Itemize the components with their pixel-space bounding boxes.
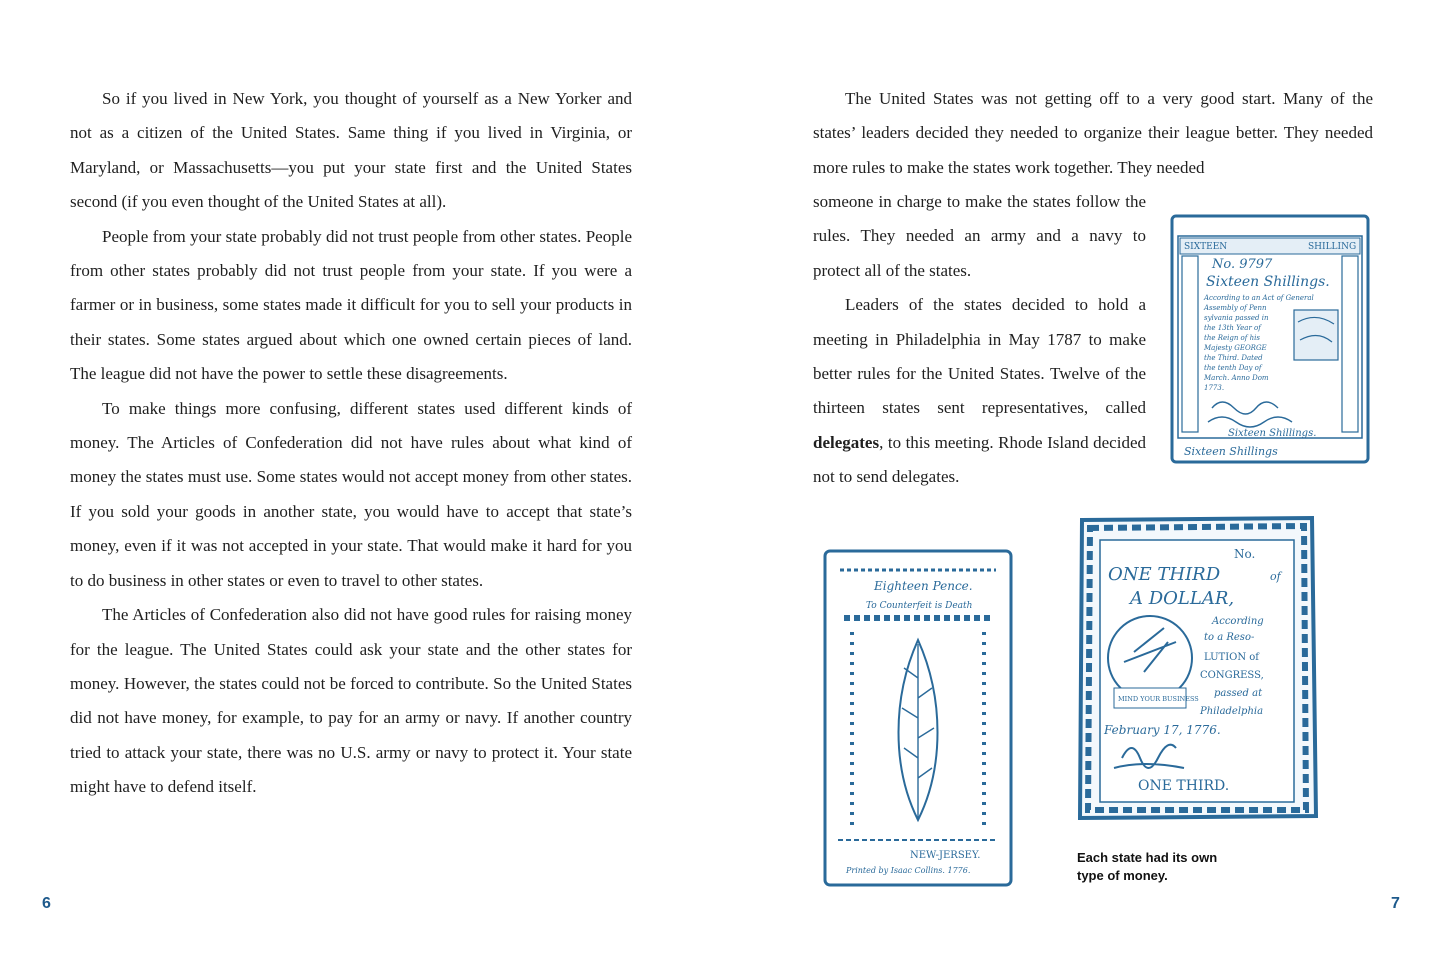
- bill-text-line: the tenth Day of: [1204, 364, 1262, 372]
- bill-warning: To Counterfeit is Death: [866, 601, 973, 611]
- paragraph-text: , to this meeting. Rhode Island decided not to send delegates.: [813, 432, 1146, 487]
- sixteen-shillings-bill-illustration: [1168, 212, 1374, 468]
- page-number-right: 7: [1391, 895, 1400, 912]
- bill-footer: Sixteen Shillings.: [1228, 428, 1317, 439]
- bill-title: Eighteen Pence.: [874, 579, 973, 593]
- bill-line1: ONE THIRD: [1108, 564, 1221, 585]
- paragraph: People from your state probably did not trust people from other states. People from other states probably did not trust people from your state. If you were a farmer or in business, some states made it difficult for you to sell your products in their states. Some states argued about which one owned certain pieces of land. The league did not have the power to settle these disagreements.: [70, 226, 632, 384]
- bill-of: of: [1270, 570, 1281, 583]
- bill-text-line: Philadelphia: [1200, 706, 1264, 717]
- bill-number: No. 9797: [1212, 257, 1273, 272]
- right-text-top: [813, 82, 1373, 185]
- bill-text-line: March. Anno Dom: [1204, 374, 1269, 382]
- bill-text-line: CONGRESS,: [1200, 670, 1264, 681]
- one-third-dollar-bill-illustration: [1074, 512, 1320, 824]
- bill-header-right: SHILLING: [1308, 242, 1357, 252]
- right-page: [722, 0, 1445, 955]
- paragraph: someone in charge to make the states follow the rules. They needed an army and a navy to protect all of the states.: [813, 192, 1146, 280]
- left-page: [0, 0, 722, 955]
- eighteen-pence-bill-illustration: [822, 548, 1014, 888]
- bill-text-line: According to an Act of General: [1204, 294, 1314, 302]
- image-caption: Each state had its own type of money.: [1077, 850, 1218, 883]
- bill-date: February 17, 1776.: [1104, 723, 1221, 737]
- bill-text-line: Majesty GEORGE: [1204, 344, 1267, 352]
- bill-text-line: sylvania passed in: [1204, 314, 1269, 322]
- left-text-column: [70, 82, 632, 805]
- glossary-term: delegates: [813, 432, 880, 452]
- bill-bottom: Sixteen Shillings: [1184, 445, 1278, 458]
- paragraph: So if you lived in New York, you thought of yourself as a New Yorker and not as a citizen of the United States. Same thing if you lived in Virginia, or Maryland, or Massachusetts—you put your state first and the United States second (if you even thought of the United States at all).: [70, 89, 632, 212]
- bill-motto: MIND YOUR BUSINESS: [1118, 695, 1199, 703]
- bill-state: NEW-JERSEY.: [910, 850, 981, 861]
- bill-footer: ONE THIRD.: [1138, 778, 1230, 794]
- paragraph: The United States was not getting off to a very good start. Many of the states’ leaders decided they needed to organize their league better. They needed more rules to make the states work together. They needed: [813, 89, 1373, 177]
- bill-text-line: the 13th Year of: [1204, 324, 1261, 332]
- paragraph: To make things more confusing, different states used different kinds of money. The Articles of Confederation did not have rules about what kind of money the states must use. Some states would not accept money from other states. If you sold your goods in another state, you would have to accept that state’s money, even if it was not accepted in your state. That would make it hard for you to do business in other states or even to travel to other states.: [70, 398, 632, 590]
- bill-printer: Printed by Isaac Collins. 1776.: [846, 866, 971, 875]
- paragraph-text: Leaders of the states decided to hold a meeting in Philadelphia in May 1787 to make better rules for the United States. Twelve of the thirteen states sent representatives, called: [813, 295, 1146, 418]
- bill-header-left: SIXTEEN: [1184, 242, 1228, 252]
- paragraph: The Articles of Confederation also did not have good rules for raising money for the league. The United States could ask your state and the other states for money. However, the states could not be forced to contribute. So the United States did not have money, for example, to pay for an army or navy. If another country tried to attack your state, there was no U.S. army or navy to protect it. Your state might have to defend itself.: [70, 605, 632, 797]
- bill-text-line: the Reign of his: [1204, 334, 1260, 342]
- right-text-narrow: [813, 185, 1146, 495]
- bill-text-line: to a Reso-: [1204, 632, 1255, 643]
- bill-text-line: 1773.: [1204, 384, 1225, 392]
- bill-text-line: LUTION of: [1204, 652, 1259, 663]
- bill-text-line: the Third. Dated: [1204, 354, 1263, 362]
- bill-text-line: passed at: [1214, 688, 1263, 699]
- bill-title: Sixteen Shillings.: [1206, 274, 1330, 290]
- bill-text-line: According: [1212, 616, 1264, 627]
- paragraph: [813, 288, 1146, 494]
- bill-line2: A DOLLAR,: [1130, 588, 1235, 609]
- bill-text-line: Assembly of Penn: [1204, 304, 1267, 312]
- page-number-left: 6: [42, 895, 51, 912]
- bill-no: No.: [1234, 547, 1256, 561]
